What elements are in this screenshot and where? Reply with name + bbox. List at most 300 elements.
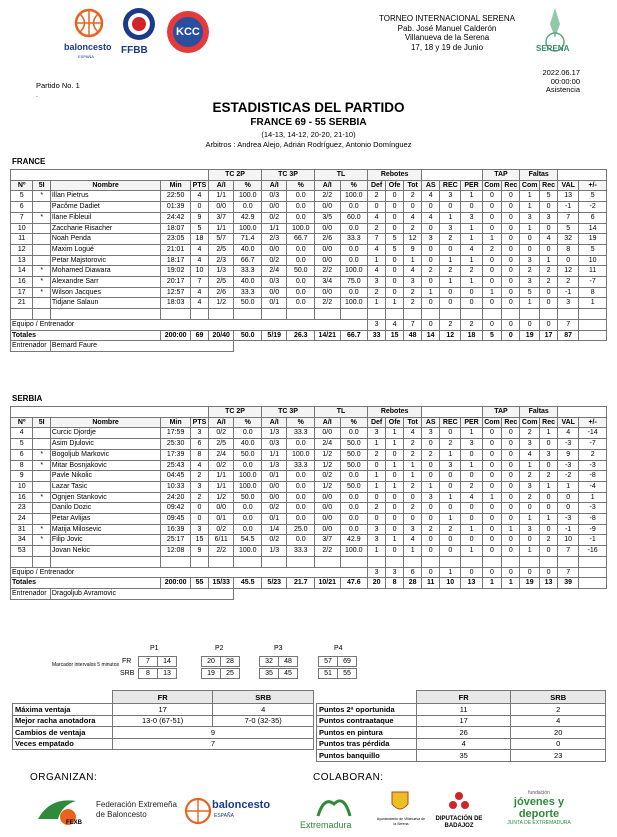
entrenador-row (11, 341, 607, 352)
stat-cell: 2 (190, 471, 208, 482)
stat-cell: 0 (540, 244, 558, 255)
stat-cell: 17:39 (161, 449, 191, 460)
summary-row (317, 715, 606, 727)
stat-cell: 0.0 (234, 503, 262, 514)
stat-cell: 0 (540, 439, 558, 450)
team-name-france: FRANCE (12, 157, 46, 166)
stat-cell: 10 (558, 535, 579, 546)
totals-cell: 8 (386, 578, 404, 589)
stat-cell: 2 (440, 524, 461, 535)
stat-cell: 0/0 (315, 202, 340, 213)
stat-cell: 0.0 (340, 244, 368, 255)
totals-label: Totales (11, 330, 161, 341)
summary-value-fr: 17 (416, 715, 511, 727)
empty-cell (461, 309, 482, 320)
column-header: Nº (11, 180, 33, 191)
totals-cell: 11 (422, 578, 440, 589)
stat-cell: 1 (461, 234, 482, 245)
player-name: Asim Djulovic (50, 439, 160, 450)
player-name: Maxim Logué (50, 244, 160, 255)
empty-cell (234, 341, 607, 352)
summary-value-fr: 17 (112, 704, 213, 716)
column-header: +/- (579, 180, 607, 191)
group-header: TC 3P (262, 407, 315, 418)
empty-cell (234, 309, 262, 320)
stat-cell: 1/3 (262, 460, 287, 471)
equipo-cell: 0 (540, 319, 558, 330)
stat-cell: 5 (579, 244, 607, 255)
stat-cell: 0 (558, 255, 579, 266)
stat-cell: 0 (368, 460, 386, 471)
stat-cell: 1 (461, 524, 482, 535)
stat-cell: 0 (540, 503, 558, 514)
empty-cell (579, 567, 607, 578)
totals-cell: 1 (502, 578, 520, 589)
quarter-score-cell: 19 (202, 669, 221, 679)
column-header: Rec (540, 180, 558, 191)
stat-cell: 3 (558, 298, 579, 309)
summary-header-row (13, 691, 314, 704)
player-name: Wilson Jacques (50, 287, 160, 298)
column-header: VAL (558, 417, 579, 428)
stat-cell: 6 (11, 449, 33, 460)
player-name: Mohamed Diawara (50, 266, 160, 277)
player-row (11, 460, 607, 471)
stat-cell: 0 (422, 503, 440, 514)
stat-cell: 1 (404, 460, 422, 471)
stat-cell (33, 514, 50, 525)
stat-cell: 0.0 (287, 471, 315, 482)
quarter-score-cell: 25 (221, 669, 240, 679)
column-header: Nombre (50, 417, 160, 428)
stat-cell: 0/2 (262, 535, 287, 546)
column-header: Ofe (386, 180, 404, 191)
stat-cell: 2 (404, 439, 422, 450)
summary-value-srb: 20 (511, 727, 606, 739)
logo-serena (530, 4, 582, 62)
stat-cell: 24:42 (161, 212, 191, 223)
column-header: Tot (404, 180, 422, 191)
stat-cell: 1 (440, 492, 461, 503)
totals-cell: 12 (440, 330, 461, 341)
stat-cell: 1 (461, 546, 482, 557)
jovenes-top: fundación (528, 790, 550, 796)
totals-cell: 5/23 (262, 578, 287, 589)
stat-cell: 0 (520, 244, 540, 255)
stat-cell: 0 (502, 244, 520, 255)
empty-cell (482, 309, 502, 320)
totals-label: Totales (11, 578, 161, 589)
stat-cell: 0 (540, 202, 558, 213)
empty-cell (50, 556, 160, 567)
stat-cell: 1 (386, 298, 404, 309)
stat-cell: 0 (502, 449, 520, 460)
player-row (11, 492, 607, 503)
stat-cell: 0 (482, 503, 502, 514)
player-name: Petar Majstorovic (50, 255, 160, 266)
stat-cell: 3 (422, 428, 440, 439)
stat-cell: 0/0 (315, 492, 340, 503)
stat-cell: 19 (579, 234, 607, 245)
stat-cell: 0 (461, 503, 482, 514)
player-name: Filip Jovic (50, 535, 160, 546)
stat-cell: 5/7 (208, 234, 233, 245)
totals-cell: 5/19 (262, 330, 287, 341)
summary-row (13, 715, 314, 727)
stat-cell: 0.0 (287, 439, 315, 450)
group-header: TC 2P (208, 170, 261, 181)
stat-cell: 1 (386, 535, 404, 546)
stat-cell: 0 (386, 255, 404, 266)
equipo-cell: 3 (386, 567, 404, 578)
quarter-header-p4: P4 (334, 645, 343, 652)
column-header: Nº (11, 417, 33, 428)
stat-cell: 0 (502, 202, 520, 213)
totals-cell: 13 (461, 578, 482, 589)
stat-cell: 1/3 (262, 428, 287, 439)
stat-cell: 3 (540, 449, 558, 460)
stat-cell: 01:39 (161, 202, 191, 213)
summary-label: Puntos 2ª oportunida (317, 704, 417, 716)
stat-cell: 1 (540, 481, 558, 492)
stat-cell: 66.7 (287, 234, 315, 245)
stat-cell: 4 (368, 244, 386, 255)
empty-cell (287, 309, 315, 320)
player-row (11, 449, 607, 460)
tournament-line-1: TORNEO INTERNACIONAL SERENA (378, 14, 516, 23)
quarter-score-cell: 57 (319, 657, 338, 667)
player-name: Ognjen Stankovic (50, 492, 160, 503)
stat-cell: 0/2 (262, 503, 287, 514)
column-header: Def (368, 180, 386, 191)
stat-cell: 1/1 (208, 471, 233, 482)
stat-cell: 0 (422, 223, 440, 234)
summary-value-srb: 7-0 (32-35) (213, 715, 314, 727)
stat-cell: 0/0 (315, 503, 340, 514)
stat-cell: * (33, 287, 50, 298)
empty-cell (386, 309, 404, 320)
stat-cell: 0 (368, 202, 386, 213)
stat-cell: 0 (502, 266, 520, 277)
player-row (11, 277, 607, 288)
stat-cell: 0/0 (315, 514, 340, 525)
quarter-score-box (259, 656, 298, 667)
stat-cell: 0 (502, 191, 520, 202)
stat-cell: 4 (404, 266, 422, 277)
stat-cell: -8 (579, 471, 607, 482)
stat-cell (33, 439, 50, 450)
stat-cell: 09:45 (161, 514, 191, 525)
stat-cell: 0 (190, 202, 208, 213)
stat-cell: 100.0 (340, 191, 368, 202)
player-name: Curcic Djordje (50, 428, 160, 439)
summary-value-fr: 26 (416, 727, 511, 739)
stat-cell: 0.0 (340, 514, 368, 525)
stat-cell: 0 (502, 481, 520, 492)
ayto-logo (376, 790, 426, 834)
summary-table-right (316, 690, 606, 762)
quarter-score-box (259, 668, 298, 679)
stat-cell: 10 (11, 223, 33, 234)
stat-cell: 3 (520, 524, 540, 535)
serena-text: SERENA (536, 44, 570, 53)
player-row (11, 255, 607, 266)
stat-cell: 13 (558, 191, 579, 202)
empty-cell (262, 556, 287, 567)
stat-cell: 0 (502, 212, 520, 223)
group-header: TC 3P (262, 170, 315, 181)
stat-cell: 11 (11, 234, 33, 245)
stat-cell: 0/3 (262, 277, 287, 288)
summary-label: Veces empatado (13, 738, 113, 750)
stat-cell: 0 (386, 223, 404, 234)
stat-cell: 4 (368, 212, 386, 223)
equipo-cell: 4 (386, 319, 404, 330)
equipo-cell: 0 (461, 567, 482, 578)
stat-cell: -8 (579, 514, 607, 525)
player-name: Noah Penda (50, 234, 160, 245)
stat-cell: 0/0 (315, 244, 340, 255)
stat-cell: 3 (404, 524, 422, 535)
stat-cell: 16 (11, 277, 33, 288)
stat-cell: 11 (579, 266, 607, 277)
stat-cell: 2/2 (315, 298, 340, 309)
stat-cell: 0 (404, 514, 422, 525)
stat-cell: 0 (482, 524, 502, 535)
stat-cell: 0 (482, 255, 502, 266)
stat-cell: 0.0 (234, 514, 262, 525)
stat-cell: 0 (520, 535, 540, 546)
empty-cell (161, 309, 191, 320)
stat-cell: 4 (190, 255, 208, 266)
stat-cell: 1 (520, 191, 540, 202)
group-header-blank (11, 170, 209, 181)
stat-cell: 4 (190, 460, 208, 471)
stat-cell (33, 244, 50, 255)
stat-cell: 0 (386, 503, 404, 514)
equipo-cell: 3 (368, 319, 386, 330)
stat-cell: 0.0 (287, 492, 315, 503)
stat-cell: 2 (422, 449, 440, 460)
stat-cell: 100.0 (340, 546, 368, 557)
stat-cell: 18 (190, 234, 208, 245)
equipo-cell: 0 (502, 567, 520, 578)
group-header: TAP (482, 407, 520, 418)
column-header: A/I (315, 417, 340, 428)
stat-cell: -4 (579, 481, 607, 492)
quarter-team-fr: FR (122, 658, 132, 665)
equipo-cell: 3 (368, 567, 386, 578)
stat-cell: 33.3 (287, 546, 315, 557)
stat-cell: 0/0 (208, 503, 233, 514)
stat-cell: 50.0 (340, 481, 368, 492)
column-header: A/I (262, 180, 287, 191)
stat-cell: 100.0 (234, 471, 262, 482)
player-name: Matija Milosevic (50, 524, 160, 535)
stat-cell: 19:02 (161, 266, 191, 277)
empty-cell (368, 309, 386, 320)
stat-cell: 0 (502, 287, 520, 298)
group-header: TL (315, 407, 368, 418)
group-header-blank (11, 407, 209, 418)
stat-cell: 0 (520, 503, 540, 514)
empty-cell (190, 556, 208, 567)
stat-cell: -7 (579, 439, 607, 450)
empty-cell (579, 319, 607, 330)
totals-cell: 15 (386, 330, 404, 341)
stat-cell: 0 (386, 287, 404, 298)
stat-cell: 0.0 (287, 481, 315, 492)
empty-cell (315, 556, 340, 567)
stat-cell: 1 (461, 428, 482, 439)
stat-cell: 60.0 (340, 212, 368, 223)
diputacion-text: DIPUTACIÓN DE BADAJOZ (435, 816, 483, 829)
stat-cell: 25:30 (161, 439, 191, 450)
empty-cell (520, 556, 540, 567)
group-header-blank (422, 407, 482, 418)
player-name: Zaccharie Risacher (50, 223, 160, 234)
stat-cell: 100.0 (340, 266, 368, 277)
stat-cell: * (33, 212, 50, 223)
stat-cell: 0/0 (315, 255, 340, 266)
empty-cell (262, 309, 287, 320)
stat-cell: 3 (190, 481, 208, 492)
stat-cell: 0 (502, 514, 520, 525)
totals-cell: 48 (404, 330, 422, 341)
stat-cell: 1 (540, 514, 558, 525)
stat-cell: 0 (540, 223, 558, 234)
stat-cell: 1 (368, 471, 386, 482)
spacer-row (11, 309, 607, 320)
stat-cell: 1 (579, 492, 607, 503)
stat-cell: 5 (11, 439, 33, 450)
summary-label: Mejor racha anotadora (13, 715, 113, 727)
column-header: PER (461, 180, 482, 191)
stat-cell: 1 (461, 460, 482, 471)
stat-cell: 3 (368, 277, 386, 288)
stat-cell: 3 (190, 428, 208, 439)
stat-cell: 3 (368, 535, 386, 546)
player-name: Ilane Fibleuil (50, 212, 160, 223)
stat-cell: 0 (404, 202, 422, 213)
extremadura-logo-icon (314, 792, 354, 818)
totals-cell: 10/21 (315, 578, 340, 589)
stat-cell: 0 (482, 428, 502, 439)
stat-cell: 21 (11, 298, 33, 309)
summary-header: SRB (213, 691, 314, 704)
stat-cell: 0 (482, 449, 502, 460)
tournament-line-4: 17, 18 y 19 de Junio (410, 42, 484, 52)
stat-cell: 0 (386, 277, 404, 288)
tournament-line-2: Pab. José Manuel Calderón (397, 23, 497, 33)
stat-cell: 0 (440, 287, 461, 298)
column-header: % (287, 417, 315, 428)
stat-cell: 21:01 (161, 244, 191, 255)
logo-ffbb (118, 6, 162, 64)
extremadura-text: Extremadura (300, 820, 352, 830)
stat-cell: 2 (404, 287, 422, 298)
stat-cell: 12:57 (161, 287, 191, 298)
empty-cell (482, 556, 502, 567)
jovenes-logo (494, 790, 584, 834)
empty-cell (540, 309, 558, 320)
stat-cell: 4 (404, 535, 422, 546)
stat-cell: 2 (422, 266, 440, 277)
stat-cell: * (33, 191, 50, 202)
summary-row (317, 704, 606, 716)
column-header: Tot (404, 417, 422, 428)
extremadura-logo (298, 792, 368, 834)
stat-cell: 0 (502, 546, 520, 557)
group-header-row (11, 170, 607, 181)
stat-cell: 0 (502, 439, 520, 450)
player-name: Tidjane Salaun (50, 298, 160, 309)
player-row (11, 298, 607, 309)
stat-cell: 17 (11, 287, 33, 298)
stat-cell: 0 (482, 481, 502, 492)
stat-cell: 0 (386, 212, 404, 223)
column-header: PER (461, 417, 482, 428)
stat-cell: 0/1 (262, 471, 287, 482)
ffbb-ball-icon (121, 6, 157, 42)
stat-cell: 14 (579, 223, 607, 234)
stat-cell: 1/1 (208, 191, 233, 202)
stat-cell: * (33, 449, 50, 460)
stat-cell: 0 (440, 503, 461, 514)
totals-cell: 14 (422, 330, 440, 341)
stat-cell: 4 (461, 244, 482, 255)
stat-cell: 1 (440, 255, 461, 266)
totals-cell: 5 (482, 330, 502, 341)
equipo-cell: 0 (482, 567, 502, 578)
asistencia-label: Asistencia (545, 85, 580, 94)
summary-value-srb: 23 (511, 750, 606, 762)
equipo-cell: 0 (422, 567, 440, 578)
summary-value: 7 (112, 738, 313, 750)
stat-cell: 2 (404, 298, 422, 309)
stat-cell: 2 (540, 535, 558, 546)
player-row (11, 266, 607, 277)
column-header: AS (422, 417, 440, 428)
stat-cell: 0.0 (234, 460, 262, 471)
stat-cell: 2 (368, 503, 386, 514)
stat-cell: 3/4 (315, 277, 340, 288)
stat-cell: 0 (422, 460, 440, 471)
group-header: TL (315, 170, 368, 181)
stat-cell: 71.4 (234, 234, 262, 245)
stat-cell: 4 (404, 212, 422, 223)
totals-cell: 14/21 (315, 330, 340, 341)
player-row (11, 535, 607, 546)
stat-cell: 2/2 (315, 191, 340, 202)
column-header: VAL (558, 180, 579, 191)
totals-cell: 200:00 (161, 330, 191, 341)
totals-cell: 17 (540, 330, 558, 341)
stat-cell: -3 (579, 503, 607, 514)
totals-cell: 28 (404, 578, 422, 589)
stat-cell: 2 (404, 503, 422, 514)
stat-cell: 2 (540, 266, 558, 277)
stat-cell: 1 (482, 287, 502, 298)
stat-cell: 8 (558, 244, 579, 255)
stat-cell: 0 (386, 546, 404, 557)
stat-cell: 4 (190, 191, 208, 202)
stat-cell: 10 (190, 266, 208, 277)
stat-cell: 8 (579, 287, 607, 298)
baloncesto-sub: ESPAÑA (78, 54, 94, 59)
stat-cell: 2 (482, 244, 502, 255)
player-row (11, 503, 607, 514)
